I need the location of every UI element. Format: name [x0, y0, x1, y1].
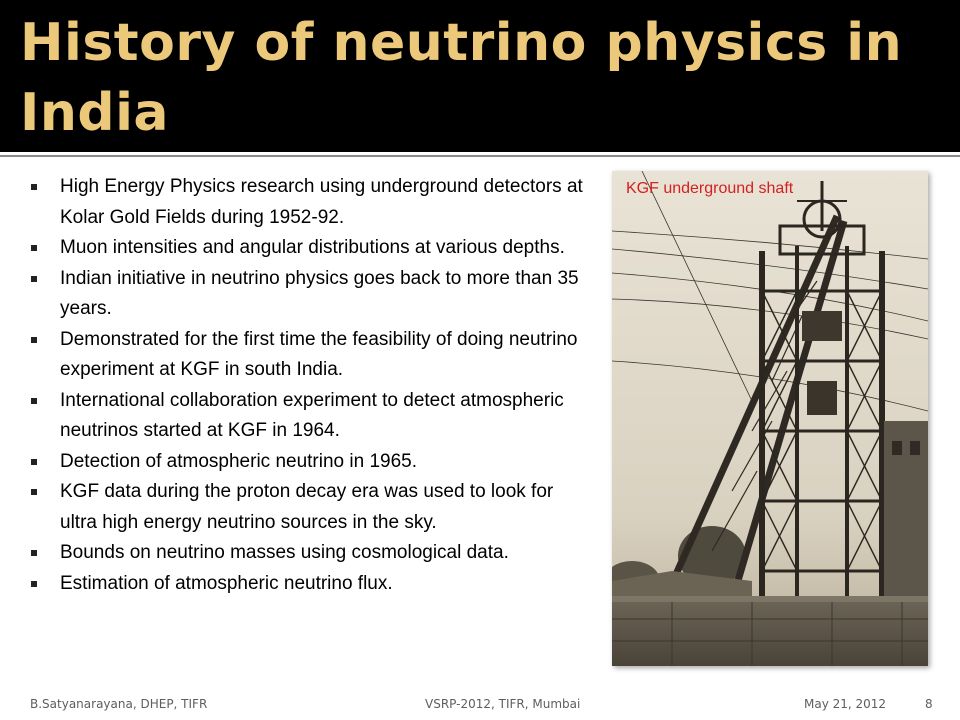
bullet-text: Demonstrated for the first time the feasibility of doing neutrino experiment at KGF in south India.	[60, 328, 578, 380]
title-bar	[0, 0, 960, 152]
bullet-text: Muon intensities and angular distributions at various depths.	[60, 237, 565, 258]
bullet-text: Bounds on neutrino masses using cosmological data.	[60, 542, 509, 563]
bullet-list	[30, 172, 590, 720]
footer-page-number: 8	[925, 697, 933, 711]
square-bullet-icon	[31, 184, 37, 190]
bullet-text: Estimation of atmospheric neutrino flux.	[60, 572, 393, 594]
footer-event: VSRP-2012, TIFR, Mumbai	[425, 697, 581, 711]
bullet-item	[30, 477, 590, 538]
square-bullet-icon	[31, 398, 37, 404]
square-bullet-icon	[31, 489, 37, 495]
bullet-item	[30, 325, 590, 386]
slide-title: History of neutrino physics in India	[20, 13, 903, 143]
square-bullet-icon	[31, 581, 37, 587]
square-bullet-icon	[31, 276, 37, 282]
bullet-item	[30, 538, 590, 569]
bullet-item	[30, 233, 590, 264]
bullet-text: Detection of atmospheric neutrino in 1965.	[60, 450, 417, 472]
bullet-item	[30, 447, 590, 478]
footer-author: B.Satyanarayana, DHEP, TIFR	[30, 697, 208, 711]
bullet-item	[30, 386, 590, 447]
square-bullet-icon	[31, 550, 37, 556]
footer-date: May 21, 2012	[804, 697, 887, 711]
bullet-text: Indian initiative in neutrino physics goes back to more than 35 years.	[60, 267, 579, 319]
photo-caption: KGF underground shaft	[626, 180, 794, 197]
bullet-text: International collaboration experiment to detect atmospheric neutrinos started at KGF in 1964.	[60, 389, 564, 441]
square-bullet-icon	[31, 459, 37, 465]
square-bullet-icon	[31, 337, 37, 343]
kgf-headframe-photo	[612, 171, 928, 666]
bullet-item	[30, 172, 590, 233]
title-divider	[0, 152, 960, 157]
bullet-item	[30, 264, 590, 325]
bullet-text: KGF data during the proton decay era was used to look for ultra high energy neutrino sources in the sky.	[60, 481, 554, 533]
bullet-item	[30, 569, 590, 600]
bullet-text: High Energy Physics research using underground detectors at Kolar Gold Fields during 1952-92.	[60, 176, 583, 228]
square-bullet-icon	[31, 245, 37, 251]
